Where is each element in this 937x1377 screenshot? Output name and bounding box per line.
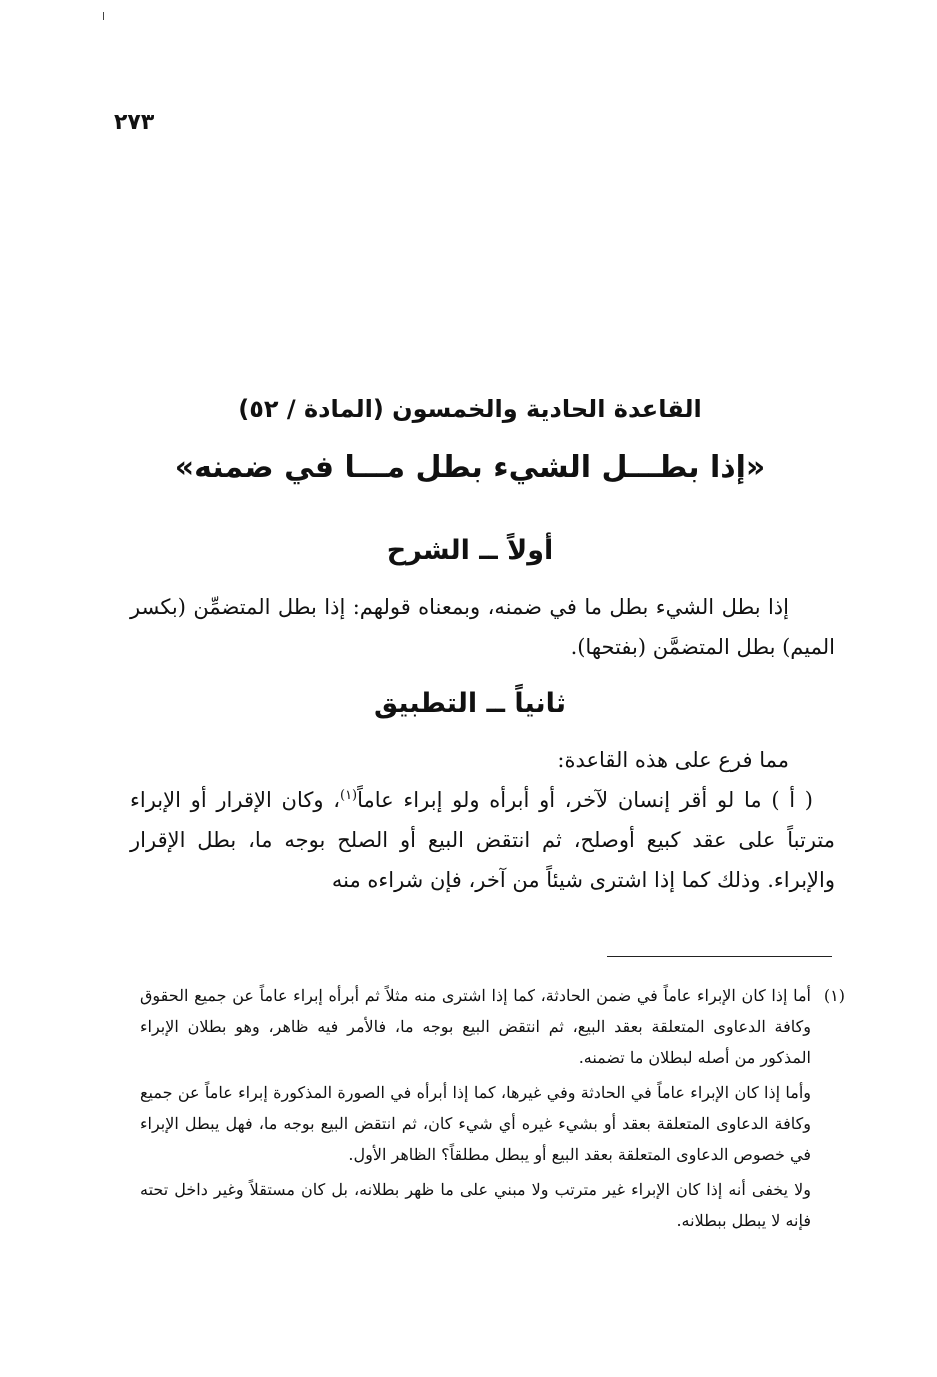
footnote-mark: (١)	[823, 986, 845, 1005]
page-number: ٢٧٣	[114, 110, 155, 135]
explanation-paragraph: إذا بطل الشيء بطل ما في ضمنه، وبمعناه قولهم: إذا بطل المتضمِّن (بكسر الميم) بطل المتضمَّن (بفتحها).	[130, 595, 835, 659]
footnote-1	[140, 980, 845, 1073]
footnotes	[140, 980, 845, 1240]
item-a-text-start: ( أ ) ما لو أقر إنسان لآخر، أو أبرأه ولو إبراء عاماً	[357, 788, 813, 812]
footnote-1-text: أما إذا كان الإبراء عاماً في ضمن الحادثة، كما إذا اشترى منه مثلاً ثم أبرأه إبراء عاماً عن جميع الحقوق وكافة الدعاوى المتعلقة بعقد البيع، ثم انتقض البيع بوجه ما، فالأمر فيه ظاهر، وهو بطلان الإبراء المذكور من أصله لبطلان ما تضمنه.	[140, 986, 811, 1067]
footnote-divider	[607, 956, 832, 957]
application-paragraph	[130, 740, 835, 900]
scan-mark	[103, 12, 104, 20]
application-item-a	[130, 780, 835, 900]
application-lead: مما فرع على هذه القاعدة:	[557, 748, 789, 772]
footnote-1-continued: وأما إذا كان الإبراء عاماً في الحادثة وفي غيرها، كما إذا أبرأه في الصورة المذكورة إبراء عاماً عن جميع وكافة الدعاوى المتعلقة بعقد أو بشيء غيره أي شيء كان، ثم انتقض البيع بوجه ما، فهل يبطل الإبراء في خصوص الدعاوى المتعلقة بعقد البيع أو يبطل مطلقاً؟ الظاهر الأول.	[140, 1083, 811, 1164]
item-a-text-end: ، وكان الإقرار أو الإبراء مترتباً على عقد كبيع أوصلح، ثم انتقض البيع أو الصلح بوجه ما، بطل الإقرار والإبراء. وذلك كما إذا اشترى شيئاً من آخر، فإن شراءه منه	[130, 788, 835, 892]
section-heading-application: ثانياً ــ التطبيق	[374, 688, 566, 719]
rule-title: القاعدة الحادية والخمسون (المادة / ٥٢)	[238, 395, 702, 423]
section-heading-explanation: أولاً ــ الشرح	[386, 535, 554, 566]
footnote-reference[interactable]: (١)	[339, 788, 358, 803]
footnote-1-conclusion: ولا يخفى أنه إذا كان الإبراء غير مترتب ولا مبني على ما ظهر بطلانه، بل كان مستقلاً وغير داخل تحته فإنه لا يبطل ببطلانه.	[140, 1180, 811, 1230]
rule-maxim: «إذا بطـــل الشيء بطل مـــا في ضمنه»	[174, 450, 766, 485]
